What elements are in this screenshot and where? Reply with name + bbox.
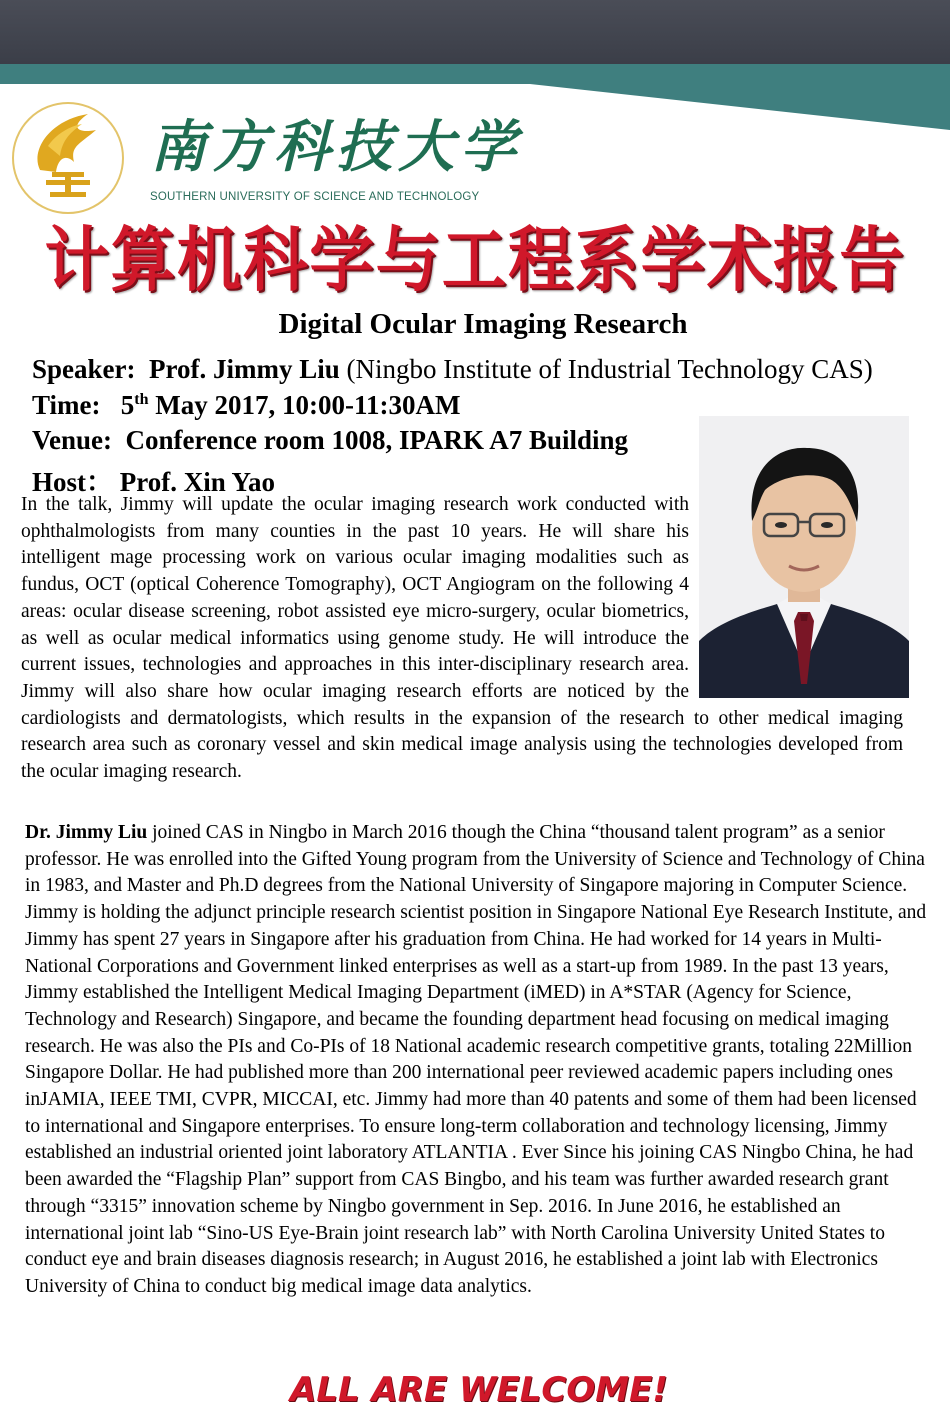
speaker-affiliation: (Ningbo Institute of Industrial Technology CAS) xyxy=(346,354,873,384)
university-name-chinese: 南方科技大学 xyxy=(150,114,522,180)
bio-name: Dr. Jimmy Liu xyxy=(25,822,148,843)
header-teal-band xyxy=(0,64,950,84)
torch-emblem-icon xyxy=(10,100,126,216)
talk-title: Digital Ocular Imaging Research xyxy=(278,308,688,340)
host-value: Prof. Xin Yao xyxy=(119,467,275,497)
venue-line xyxy=(32,425,628,456)
department-seminar-title: 计算机科学与工程系学术报告 xyxy=(44,219,906,301)
time-line xyxy=(32,390,460,421)
header-teal-wedge xyxy=(530,84,950,130)
speaker-label: Speaker: xyxy=(32,354,136,384)
venue-value: Conference room 1008, IPARK A7 Building xyxy=(125,425,629,455)
time-label: Time: xyxy=(32,390,101,420)
speaker-biography xyxy=(25,820,930,1301)
header-bar xyxy=(0,0,950,64)
talk-abstract: In the talk, Jimmy will update the ocular imaging research work conducted with ophthalmologists from many counties in the past 10 years. He will share his intelligent mage processing work on various ocular imaging modalities such as fundus, OCT (optical Coherence Tomography), OCT Angiogram on the following 4 areas: ocular disease screening, robot assisted eye micro-surgery, ocular biometrics, as well as ocular medical informatics using genome study. He will introduce the current issues, technologies and approaches in this inter-disciplinary research area. Jimmy will also share how ocular imaging research efforts are noticed by the cardiologists and dermatologists, which results in the expansion of the research to other medical imaging research area such as coronary vessel and skin medical image analysis using the technologies developed from the ocular imaging research. xyxy=(21,494,903,783)
speaker-line xyxy=(32,354,873,385)
university-name-english: SOUTHERN UNIVERSITY OF SCIENCE AND TECHNOLOGY xyxy=(150,191,480,203)
speaker-name: Prof. Jimmy Liu xyxy=(149,354,340,384)
all-are-welcome-banner: ALL ARE WELCOME! xyxy=(290,1370,668,1410)
time-value: 5th May 2017, 10:00-11:30AM xyxy=(120,390,461,420)
bio-text: joined CAS in Ningbo in March 2016 though the China “thousand talent program” as a senior professor. He was enrolled into the Gifted Young program from the University of Science and Technology of China in 1983, and Master and Ph.D degrees from the National University of Singapore majoring in Computer Science. Jimmy is holding the adjunct principle research scientist position in Singapore National Eye Research Institute, and Jimmy has spent 27 years in Singapore after his graduation from China. He had worked for 14 years in Multi-National Corporations and Government linked enterprises as well as a start-up from 1989. In the past 13 years, Jimmy established the Intelligent Medical Imaging Department (iMED) in A*STAR (Agency for Science, Technology and Research) Singapore, and became the founding department head focusing on medical imaging research. He was also the PIs and Co-PIs of 18 National academic research competitive grants, totaling 22Million Singapore Dollar. He had published more than 200 international peer reviewed academic papers including ones inJAMIA, IEEE TMI, CVPR, MICCAI, etc. Jimmy had more than 40 patents and some of them had been licensed to international and Singapore enterprises. To ensure long-term collaboration and technology licensing, Jimmy established an industrial oriented joint laboratory ATLANTIA . Ever Since his joining CAS Ningbo China, he had been awarded the “Flagship Plan” support from CAS Bingbo, and his team was further awarded research grant through “3315” innovation scheme by Ningbo government in Sep. 2016. In June 2016, he established an international joint lab “Sino-US Eye-Brain joint research lab” with North Carolina University United States to conduct eye and brain diseases diagnosis research; in August 2016, he established a joint lab with Electronics University of China to conduct big medical image data analytics. xyxy=(25,822,927,1297)
talk-abstract-block xyxy=(21,492,903,786)
host-label: Host： xyxy=(32,467,113,497)
venue-label: Venue: xyxy=(32,425,113,455)
